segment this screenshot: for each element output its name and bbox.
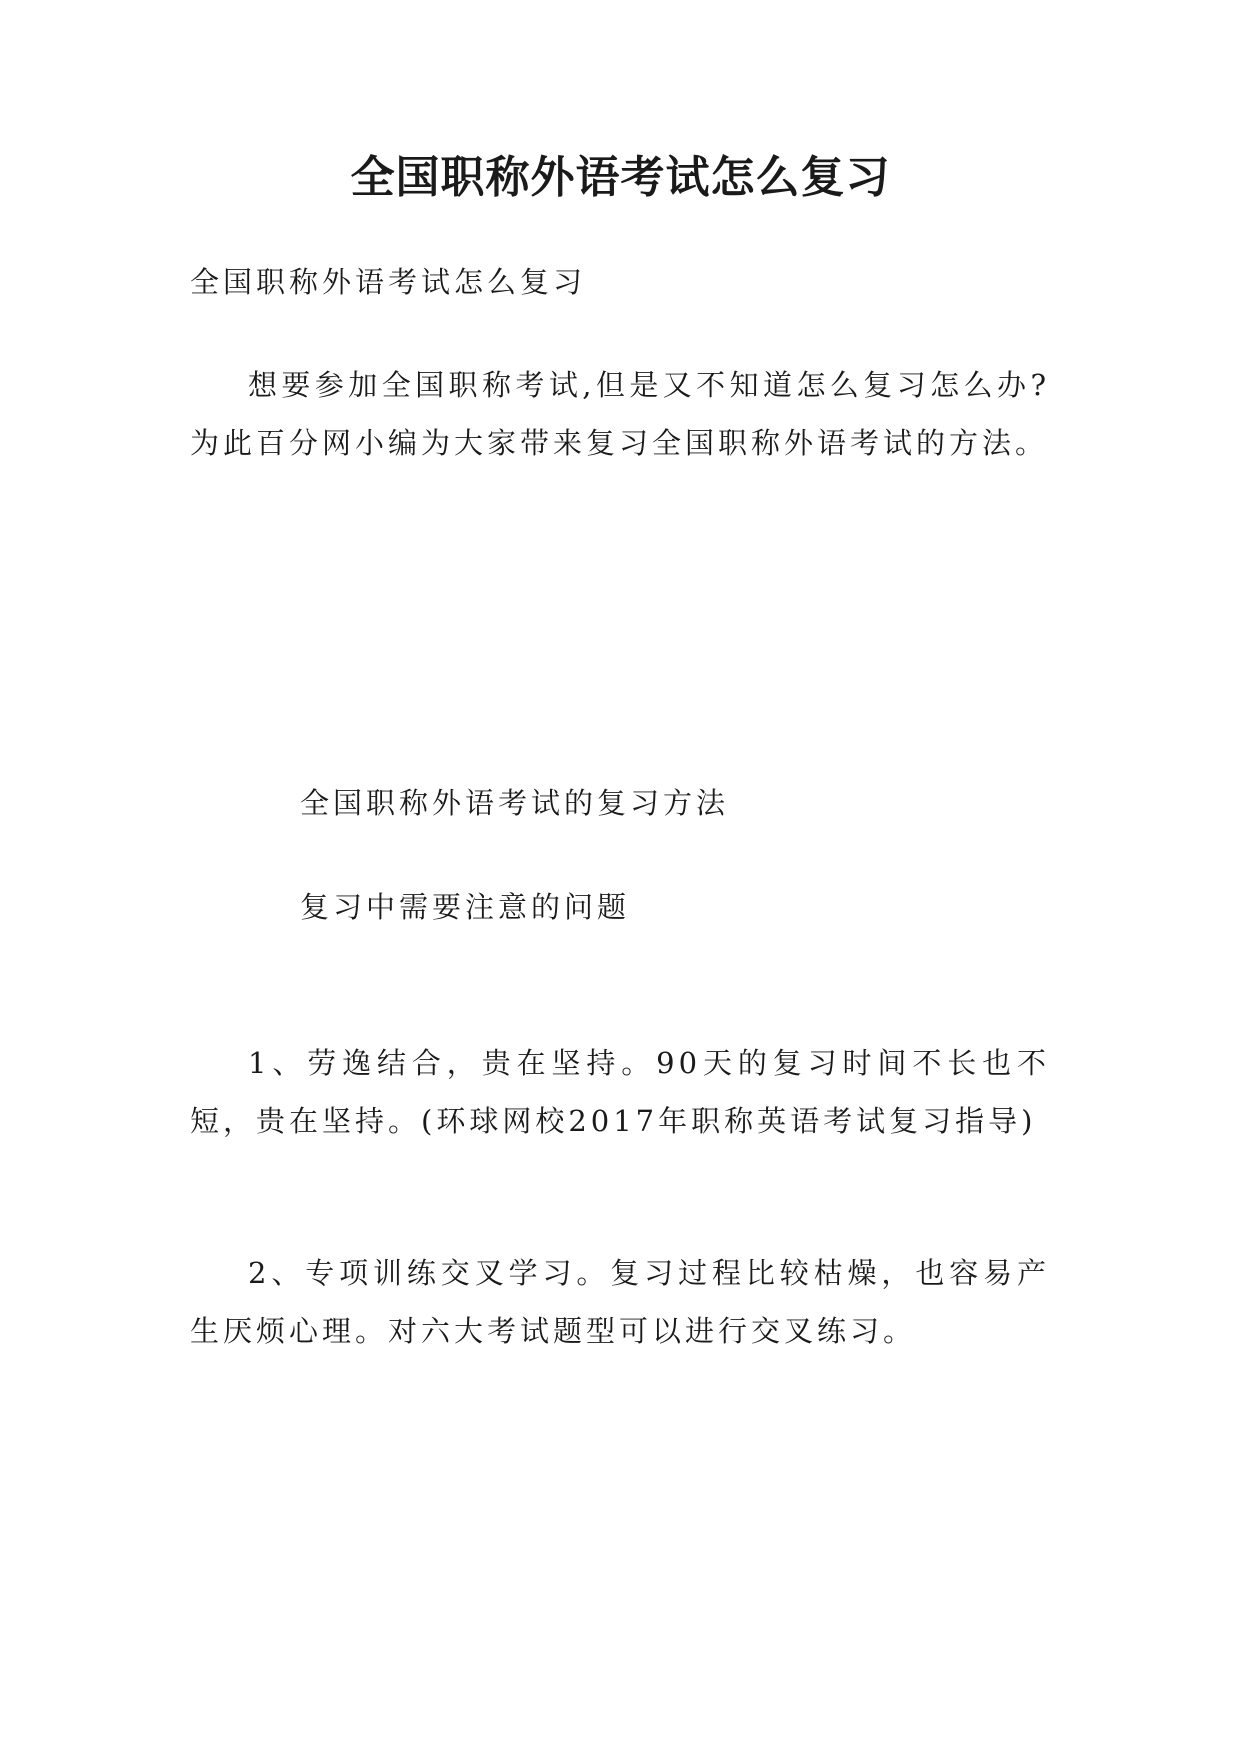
intro-paragraph: 想要参加全国职称考试,但是又不知道怎么复习怎么办?为此百分网小编为大家带来复习全国职称外语考试的方法。 — [190, 368, 1050, 460]
document-subtitle: 全国职称外语考试怎么复习 — [190, 265, 587, 299]
subsection-heading: 复习中需要注意的问题 — [300, 890, 631, 924]
section-heading: 全国职称外语考试的复习方法 — [300, 786, 730, 820]
list-item: 1、劳逸结合，贵在坚持。90天的复习时间不长也不短，贵在坚持。(环球网校2017年职称英语考试复习指导) — [190, 1046, 1050, 1138]
list-item: 2、专项训练交叉学习。复习过程比较枯燥，也容易产生厌烦心理。对六大考试题型可以进行交叉练习。 — [190, 1256, 1050, 1348]
document-title: 全国职称外语考试怎么复习 — [350, 152, 891, 203]
